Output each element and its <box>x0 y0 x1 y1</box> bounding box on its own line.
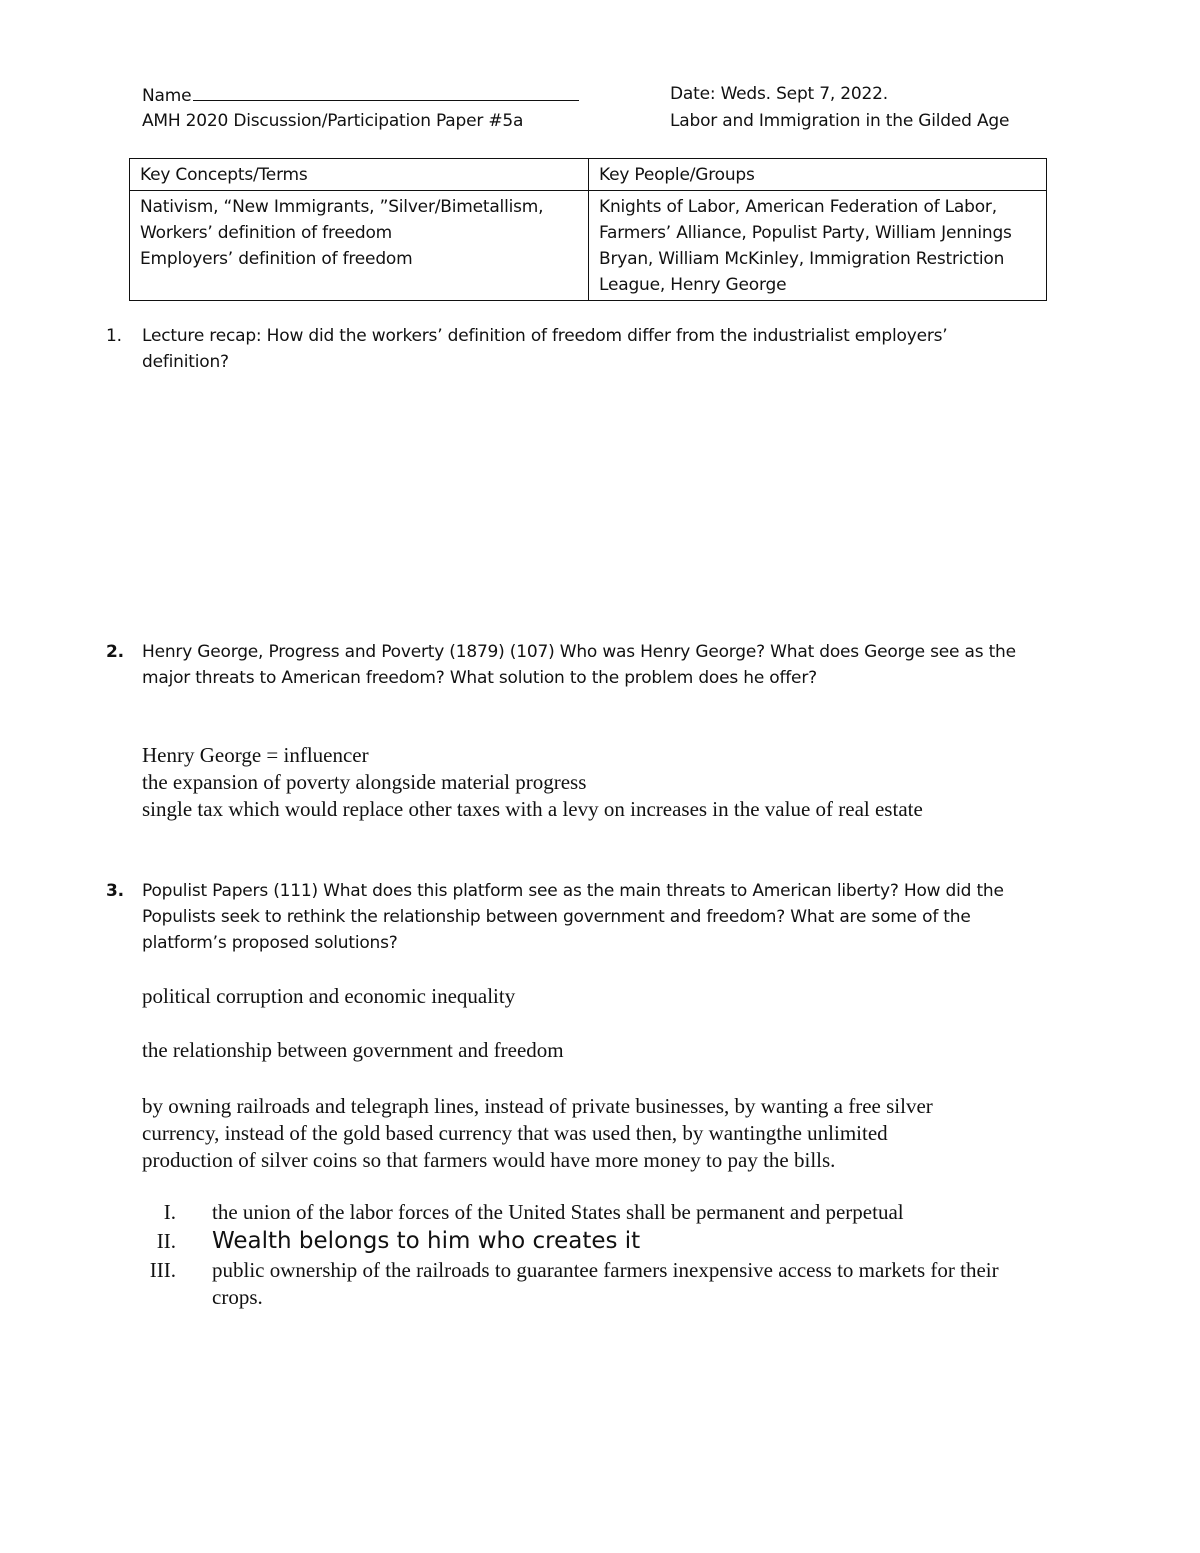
key-terms-table <box>129 158 1047 301</box>
people-cell <box>589 191 1047 301</box>
header-row-2 <box>142 111 1042 135</box>
question-number: 1. <box>106 326 122 346</box>
concepts-line: Employers’ definition of freedom <box>140 249 413 269</box>
concepts-line: Nativism, “New Immigrants, ”Silver/Bimetallism, <box>140 197 544 217</box>
concepts-line: Workers’ definition of freedom <box>140 223 393 243</box>
answer-line: political corruption and economic inequality <box>142 984 516 1008</box>
question-line: platform’s proposed solutions? <box>142 933 398 953</box>
people-line: Bryan, William McKinley, Immigration Restriction <box>599 249 1005 269</box>
answer-3-relationship <box>142 1037 1072 1064</box>
answer-line: the expansion of poverty alongside material progress <box>142 770 587 794</box>
question-line: Populist Papers (111) What does this platform see as the main threats to American liberty? How did the <box>142 881 1004 901</box>
name-field <box>142 84 579 106</box>
question-line: Henry George, Progress and Poverty (1879) (107) Who was Henry George? What does George see as the <box>142 642 1016 662</box>
question-number: 3. <box>106 881 124 901</box>
answer-2 <box>142 742 1072 823</box>
question-line: major threats to American freedom? What solution to the problem does he offer? <box>142 668 817 688</box>
list-numeral: II. <box>156 1229 176 1253</box>
list-numeral: III. <box>149 1258 176 1282</box>
question-line: Lecture recap: How did the workers’ definition of freedom differ from the industrialist employers’ <box>142 326 948 346</box>
people-line: League, Henry George <box>599 275 787 295</box>
col-header-people: Key People/Groups <box>589 159 1047 191</box>
list-item-text: the union of the labor forces of the United States shall be permanent and perpetual <box>212 1200 904 1224</box>
name-blank-line <box>193 84 579 101</box>
question-line: definition? <box>142 352 229 372</box>
question-line: Populists seek to rethink the relationship between government and freedom? What are some of the <box>142 907 971 927</box>
answer-line: Henry George = influencer <box>142 743 369 767</box>
table-header-row <box>130 159 1047 191</box>
people-line: Knights of Labor, American Federation of Labor, <box>599 197 997 217</box>
answer-line: production of silver coins so that farmers would have more money to pay the bills. <box>142 1148 836 1172</box>
name-label: Name <box>142 86 192 106</box>
list-item <box>142 1199 1052 1226</box>
list-item-text: Wealth belongs to him who creates it <box>212 1228 641 1254</box>
question-3 <box>106 878 1062 956</box>
roman-numeral-list <box>142 1199 1052 1313</box>
answer-line: by owning railroads and telegraph lines, instead of private businesses, by wanting a free silver <box>142 1094 933 1118</box>
answer-line: single tax which would replace other taxes with a levy on increases in the value of real estate <box>142 797 923 821</box>
answer-line: the relationship between government and freedom <box>142 1038 564 1062</box>
col-header-concepts: Key Concepts/Terms <box>130 159 589 191</box>
header-row-1 <box>142 84 1042 108</box>
answer-line: currency, instead of the gold based currency that was used then, by wantingthe unlimited <box>142 1121 888 1145</box>
list-item <box>142 1257 1052 1311</box>
concepts-cell <box>130 191 589 301</box>
table-body-row <box>130 191 1047 301</box>
date-label: Date: Weds. Sept 7, 2022. <box>670 84 888 104</box>
question-number: 2. <box>106 642 124 662</box>
question-2 <box>106 639 1062 691</box>
people-line: Farmers’ Alliance, Populist Party, William Jennings <box>599 223 1012 243</box>
course-title: AMH 2020 Discussion/Participation Paper #5a <box>142 111 524 131</box>
question-1 <box>106 323 1062 375</box>
topic-title: Labor and Immigration in the Gilded Age <box>670 111 1010 131</box>
list-item-text: public ownership of the railroads to guarantee farmers inexpensive access to markets for their crops. <box>212 1258 999 1309</box>
list-item <box>142 1228 1052 1255</box>
answer-3-threats <box>142 983 1072 1010</box>
answer-3-solutions <box>142 1093 1072 1174</box>
list-numeral: I. <box>163 1200 176 1224</box>
